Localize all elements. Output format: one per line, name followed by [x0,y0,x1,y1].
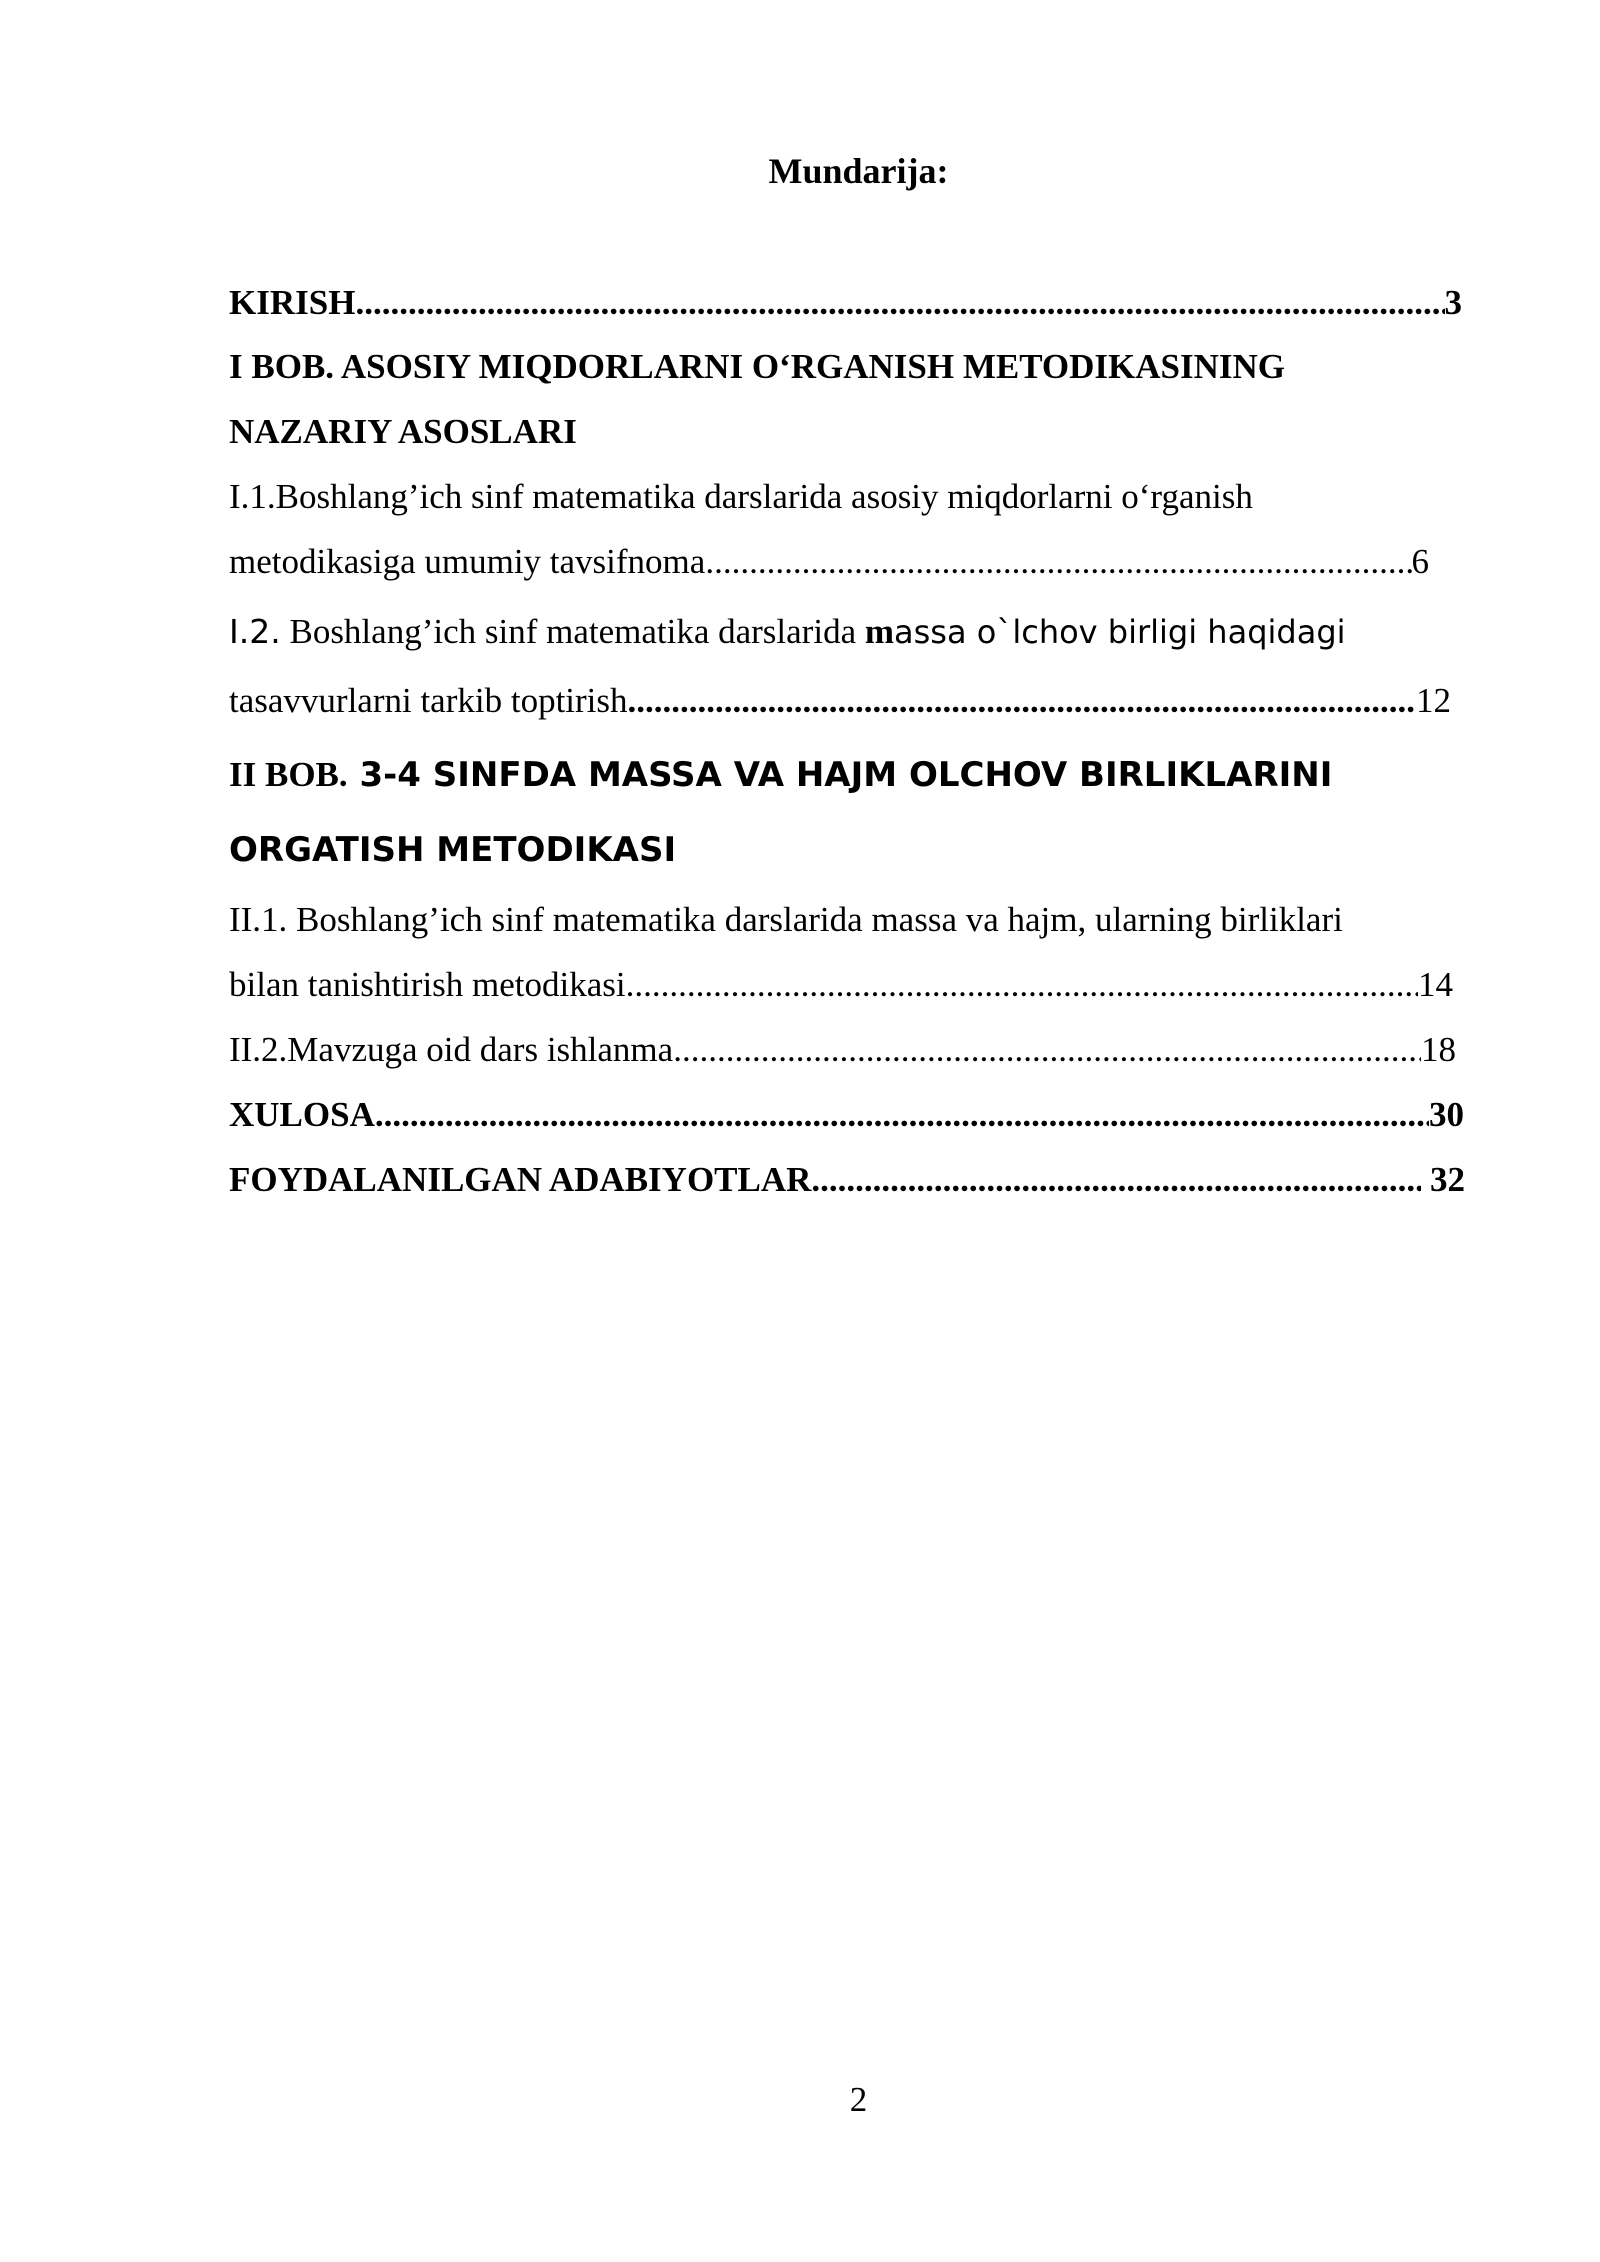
toc-page-number: 14 [1418,965,1453,1004]
toc-entry-label: tasavvurlarni tarkib toptirish [229,681,628,720]
dot-leader [628,676,1416,726]
toc-section-1-1-line-1[interactable]: I.1.Boshlang’ich sinf matematika darslarida asosiy miqdorlarni o‘rganish [229,477,1253,516]
toc-entry-label: Boshlang’ich sinf matematika darslarida [280,612,865,651]
toc-page-number: 32 [1421,1160,1465,1199]
chapter-prefix: II BOB. [229,755,348,794]
toc-entry-label-cont: assa o`lchov birligi haqidagi [894,613,1346,651]
toc-entry-label: KIRISH [229,283,356,322]
toc-chapter-2-line-1[interactable] [229,747,1462,803]
toc-section-2-1-line-2[interactable] [229,960,1453,1010]
toc-chapter-2-line-2[interactable]: ORGATISH METODIKASI [229,830,677,870]
toc-section-1-2-line-2[interactable] [229,676,1451,726]
dot-leader [375,1090,1429,1140]
dot-leader [705,537,1411,587]
toc-entry-label: 3-4 SINFDA MASSA VA HAJM OLCHOV BIRLIKLARINI [347,755,1333,795]
toc-chapter-1-line-2[interactable]: NAZARIY ASOSLARI [229,412,577,451]
toc-section-2-1-line-1[interactable]: II.1. Boshlang’ich sinf matematika darslarida massa va hajm, ularning birliklari [229,900,1343,939]
toc-entry-label: metodikasiga umumiy tavsifnoma [229,542,706,581]
dot-leader [673,1025,1421,1075]
dot-leader [811,1155,1421,1205]
toc-section-2-2[interactable] [229,1025,1456,1075]
bold-letter: m [864,612,895,651]
toc-page-number: 6 [1411,542,1429,581]
dot-leader [355,278,1444,328]
toc-page-number: 3 [1444,283,1462,322]
toc-entry-label: II.2.Mavzuga oid dars ishlanma [229,1030,674,1069]
toc-page-number: 30 [1429,1095,1464,1134]
toc-page-number: 18 [1421,1030,1456,1069]
toc-section-1-2-line-1[interactable] [229,607,1462,657]
toc-entry-label: FOYDALANILGAN ADABIYOTLAR [229,1160,812,1199]
page-number: 2 [849,2080,868,2119]
toc-page-number: 12 [1416,681,1451,720]
toc-entry-kirish[interactable] [229,278,1462,328]
toc-entry-label: XULOSA [229,1095,375,1134]
toc-section-1-1-line-2[interactable] [229,537,1429,587]
toc-entry-label: bilan tanishtirish metodikasi [229,965,626,1004]
dot-leader [626,960,1418,1010]
toc-entry-xulosa[interactable] [229,1090,1464,1140]
toc-chapter-1-line-1[interactable]: I BOB. ASOSIY MIQDORLARNI O‘RGANISH METODIKASINING [229,347,1286,386]
page-title: Mundarija: [768,151,949,191]
toc-entry-adabiyotlar[interactable] [229,1155,1465,1205]
section-prefix: I.2. [229,612,281,651]
